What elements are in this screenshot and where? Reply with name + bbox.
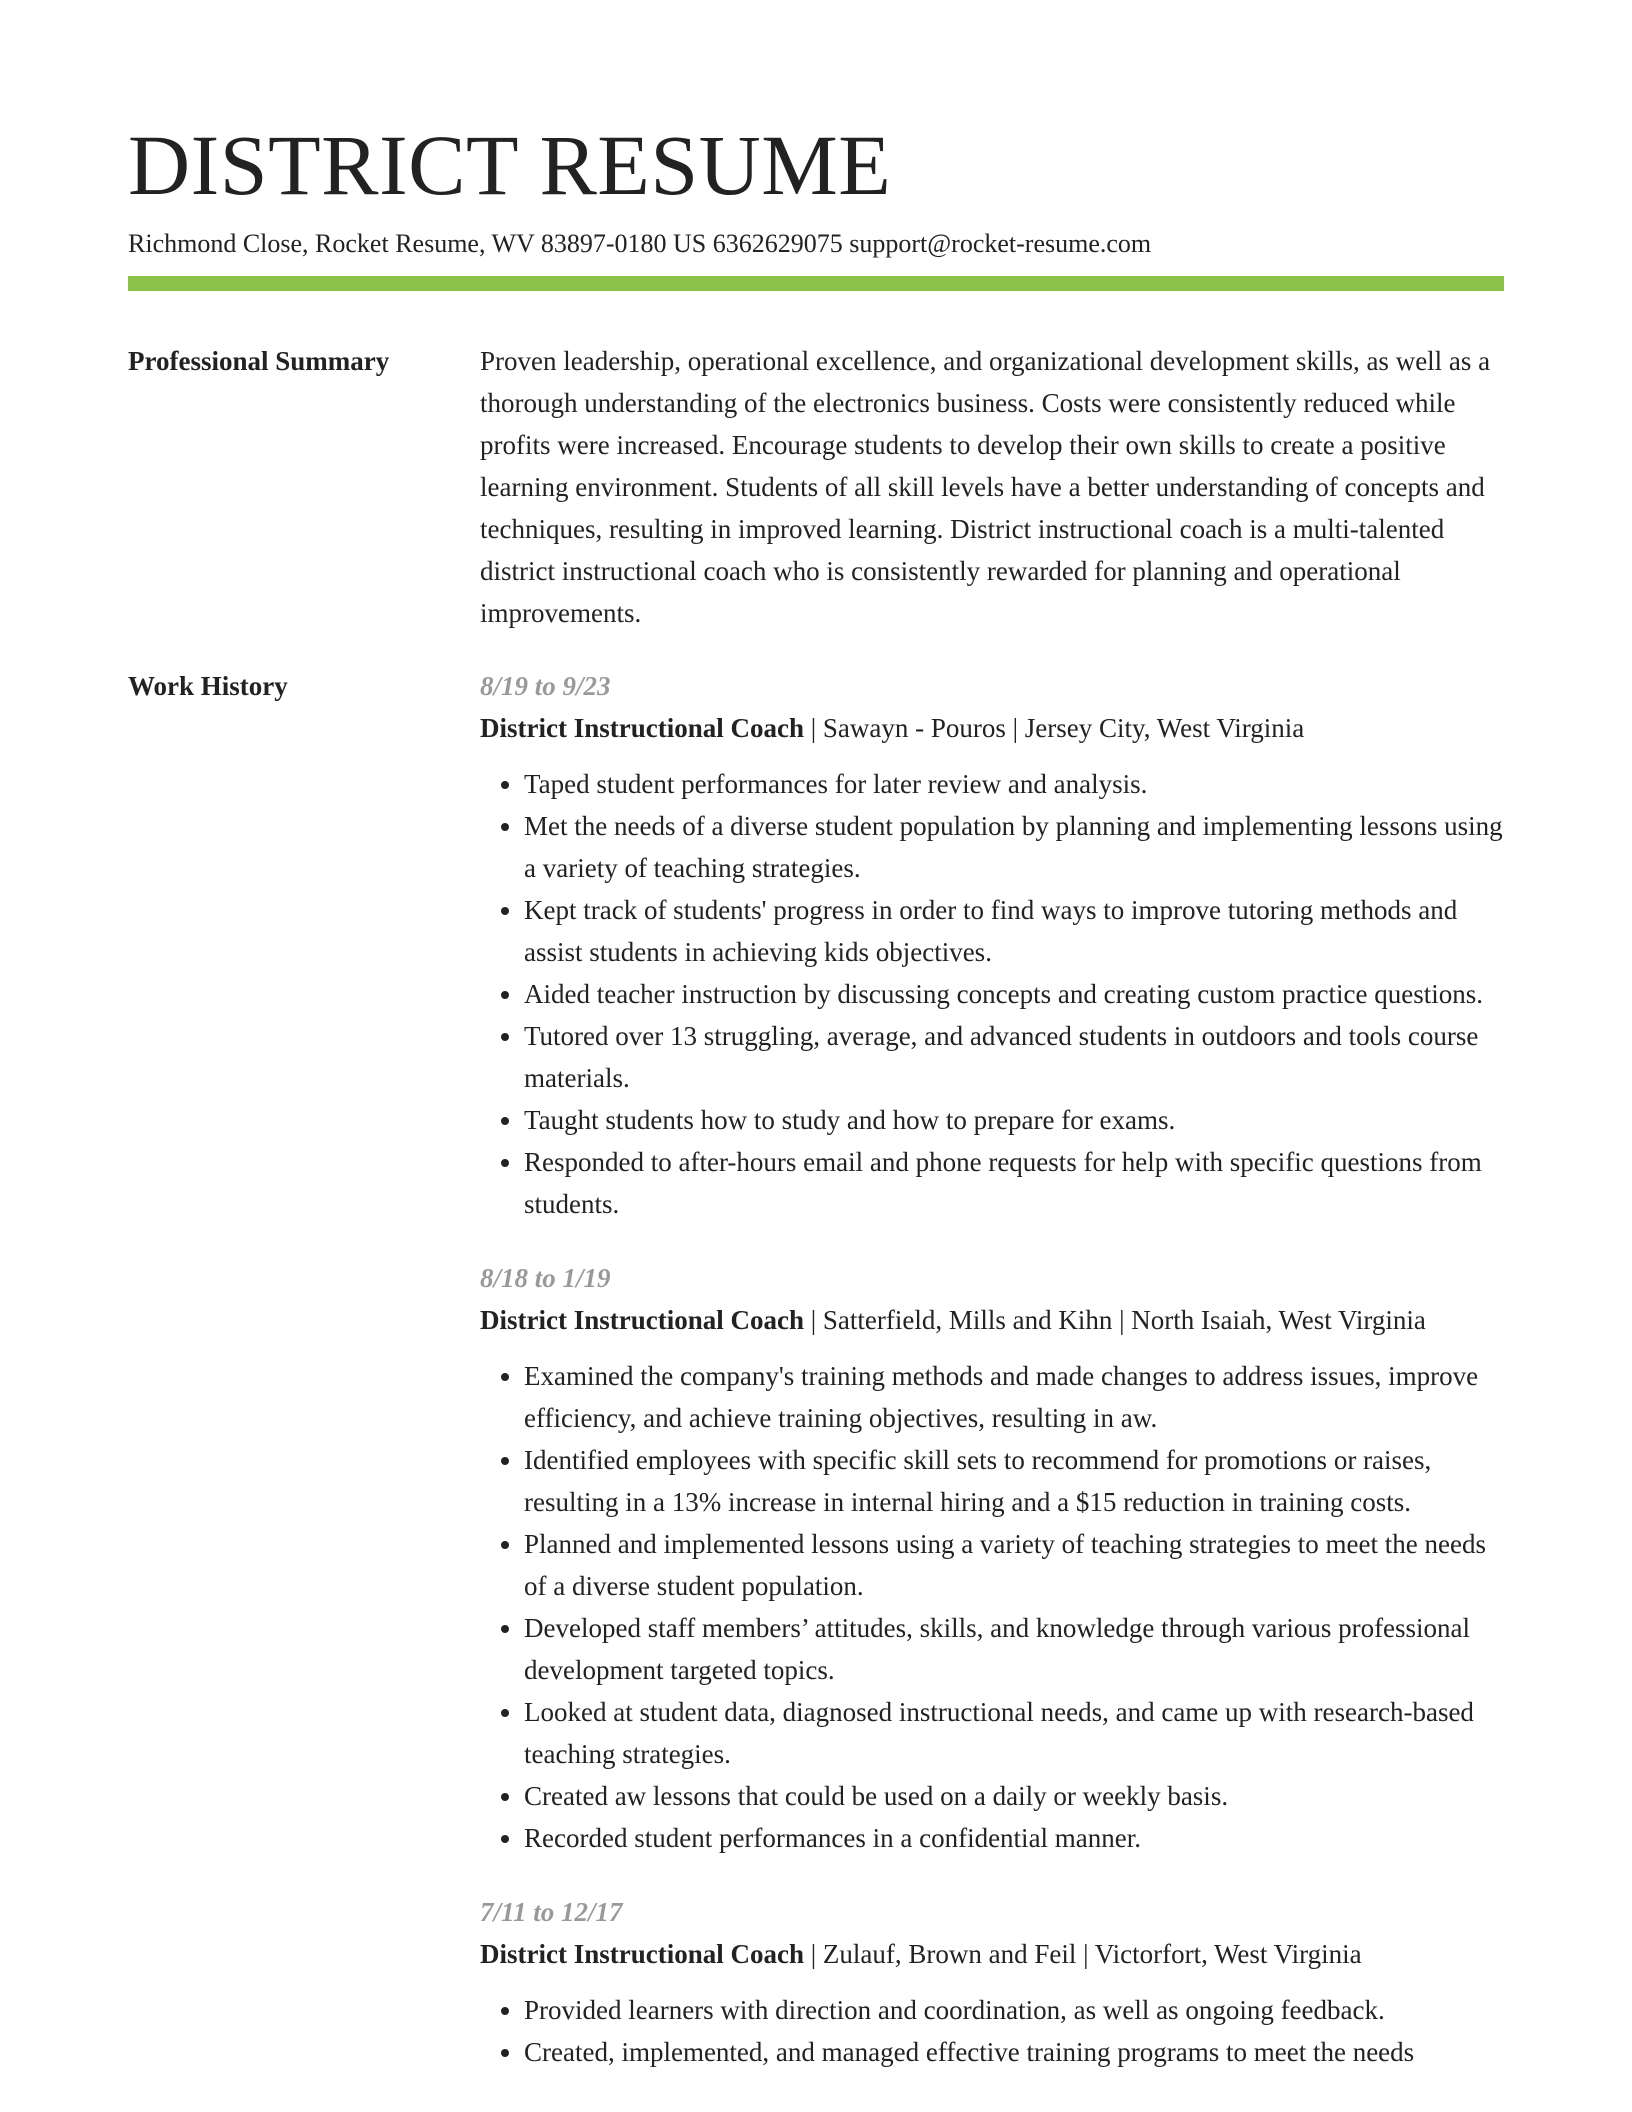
job-dates: 8/19 to 9/23: [480, 671, 611, 702]
job-bullet-list: [480, 763, 1504, 1225]
job-entry: [480, 665, 1504, 1225]
job-entry: [480, 1257, 1504, 1859]
job-title: District Instructional Coach: [480, 713, 804, 744]
job-bullet: • Provided learners with direction and coordination, as well as ongoing feedback.: [524, 1989, 1504, 2031]
job-bullet: • Taught students how to study and how to prepare for exams.: [524, 1099, 1504, 1141]
job-employer-location: | Satterfield, Mills and Kihn | North Isaiah, West Virginia: [803, 1305, 1426, 1336]
professional-summary-section: [128, 340, 1504, 634]
summary-text: Proven leadership, operational excellence, and organizational development skills, as well as a thorough understanding of the electronics business. Costs were consistently reduced while profits were increased. Encourage students to develop their own skills to create a positive learning environment. Students of all skill levels have a better understanding of concepts and techniques, resulting in improved learning. District instructional coach is a multi-talented district instructional coach who is consistently rewarded for planning and operational improvements.: [480, 346, 1491, 629]
job-bullet: • Aided teacher instruction by discussing concepts and creating custom practice questions.: [524, 973, 1504, 1015]
job-bullet: • Tutored over 13 struggling, average, and advanced students in outdoors and tools course materials.: [524, 1015, 1504, 1099]
job-dates: 8/18 to 1/19: [480, 1263, 611, 1294]
job-employer-location: | Zulauf, Brown and Feil | Victorfort, West Virginia: [803, 1939, 1362, 1970]
job-bullet: • Created aw lessons that could be used on a daily or weekly basis.: [524, 1775, 1504, 1817]
job-entry: [480, 1891, 1504, 2073]
job-bullet-list: [480, 1989, 1504, 2073]
job-bullet: • Taped student performances for later review and analysis.: [524, 763, 1504, 805]
section-label-work-history: Work History: [128, 671, 288, 702]
resume-page: [128, 0, 1504, 2105]
job-heading: [480, 1299, 1504, 1341]
resume-title: DISTRICT RESUME: [128, 117, 892, 213]
job-bullet: • Planned and implemented lessons using a variety of teaching strategies to meet the needs of a diverse student population.: [524, 1523, 1504, 1607]
job-dates: 7/11 to 12/17: [480, 1897, 623, 1928]
job-title: District Instructional Coach: [480, 1939, 804, 1970]
job-bullet-list: [480, 1355, 1504, 1859]
job-employer-location: | Sawayn - Pouros | Jersey City, West Virginia: [803, 713, 1305, 744]
job-title: District Instructional Coach: [480, 1305, 804, 1336]
job-bullet: • Kept track of students' progress in order to find ways to improve tutoring methods and assist students in achieving kids objectives.: [524, 889, 1504, 973]
work-history-section: [128, 665, 1504, 2105]
job-bullet: • Met the needs of a diverse student population by planning and implementing lessons using a variety of teaching strategies.: [524, 805, 1504, 889]
contact-line: Richmond Close, Rocket Resume, WV 83897-0180 US 6362629075 support@rocket-resume.com: [128, 228, 1152, 258]
job-bullet: • Recorded student performances in a confidential manner.: [524, 1817, 1504, 1859]
section-label-summary: Professional Summary: [128, 346, 390, 377]
header-divider: [128, 276, 1504, 291]
job-bullet: • Identified employees with specific skill sets to recommend for promotions or raises, resulting in a 13% increase in internal hiring and a $15 reduction in training costs.: [524, 1439, 1504, 1523]
job-bullet: • Examined the company's training methods and made changes to address issues, improve efficiency, and achieve training objectives, resulting in aw.: [524, 1355, 1504, 1439]
job-bullet: • Developed staff members’ attitudes, skills, and knowledge through various professional development targeted topics.: [524, 1607, 1504, 1691]
work-history-list: [480, 665, 1504, 2105]
job-bullet: • Responded to after-hours email and phone requests for help with specific questions from students.: [524, 1141, 1504, 1225]
job-bullet: • Looked at student data, diagnosed instructional needs, and came up with research-based teaching strategies.: [524, 1691, 1504, 1775]
job-heading: [480, 707, 1504, 749]
job-heading: [480, 1933, 1504, 1975]
job-bullet: • Created, implemented, and managed effective training programs to meet the needs: [524, 2031, 1504, 2073]
